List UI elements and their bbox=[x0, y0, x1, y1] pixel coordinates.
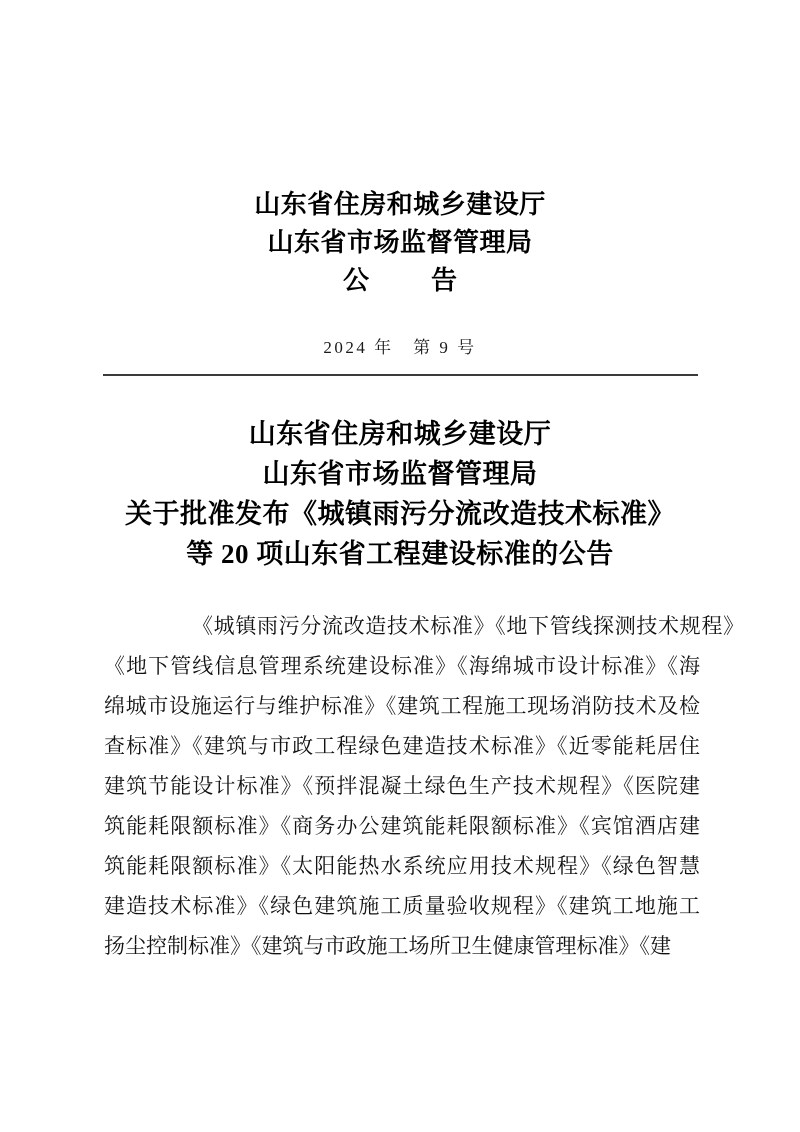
title-line-4: 等 20 项山东省工程建设标准的公告 bbox=[186, 539, 614, 569]
title-line-1: 山东省住房和城乡建设厅 bbox=[248, 419, 552, 449]
masthead-agency-line-2: 山东省市场监督管理局 bbox=[267, 228, 533, 257]
body-line-text: 《城镇雨污分流改造技术标准》《地下管线探测技术规程》 bbox=[192, 614, 744, 638]
issue-number: 2024 年 第 9 号 bbox=[323, 338, 477, 357]
body-line-text: 《地下管线信息管理系统建设标准》《海绵城市设计标准》《海 bbox=[104, 654, 700, 678]
body-line bbox=[104, 686, 700, 726]
body-line-text: 建造技术标准》《绿色建筑施工质量验收规程》《建筑工地施工 bbox=[104, 894, 700, 918]
title-line-2: 山东省市场监督管理局 bbox=[262, 459, 538, 489]
body-line bbox=[104, 806, 700, 846]
body-line-text: 查标准》《建筑与市政工程绿色建造技术标准》《近零能耗居住 bbox=[104, 734, 700, 758]
masthead bbox=[0, 186, 800, 300]
body-line bbox=[104, 926, 700, 966]
masthead-document-type: 公 告 bbox=[342, 266, 475, 295]
body-line-text: 绵城市设施运行与维护标准》《建筑工程施工现场消防技术及检 bbox=[104, 694, 700, 718]
body-line bbox=[104, 766, 700, 806]
page-title bbox=[0, 414, 800, 574]
body-paragraph bbox=[104, 606, 744, 966]
header-divider-rule bbox=[103, 374, 698, 376]
body-line-text: 筑能耗限额标准》《商务办公建筑能耗限额标准》《宾馆酒店建 bbox=[104, 814, 700, 838]
body-line bbox=[104, 846, 700, 886]
body-line bbox=[104, 646, 700, 686]
body-line bbox=[104, 886, 700, 926]
body-line bbox=[104, 606, 744, 646]
body-line bbox=[104, 726, 700, 766]
body-line-text: 扬尘控制标准》《建筑与市政施工场所卫生健康管理标准》《建 bbox=[104, 934, 671, 958]
title-line-3: 关于批准发布《城镇雨污分流改造技术标准》 bbox=[125, 499, 675, 529]
body-line-text: 建筑节能设计标准》《预拌混凝土绿色生产技术规程》《医院建 bbox=[104, 774, 700, 798]
body-line-text: 筑能耗限额标准》《太阳能热水系统应用技术规程》《绿色智慧 bbox=[104, 854, 700, 878]
masthead-agency-line-1: 山东省住房和城乡建设厅 bbox=[254, 190, 546, 219]
